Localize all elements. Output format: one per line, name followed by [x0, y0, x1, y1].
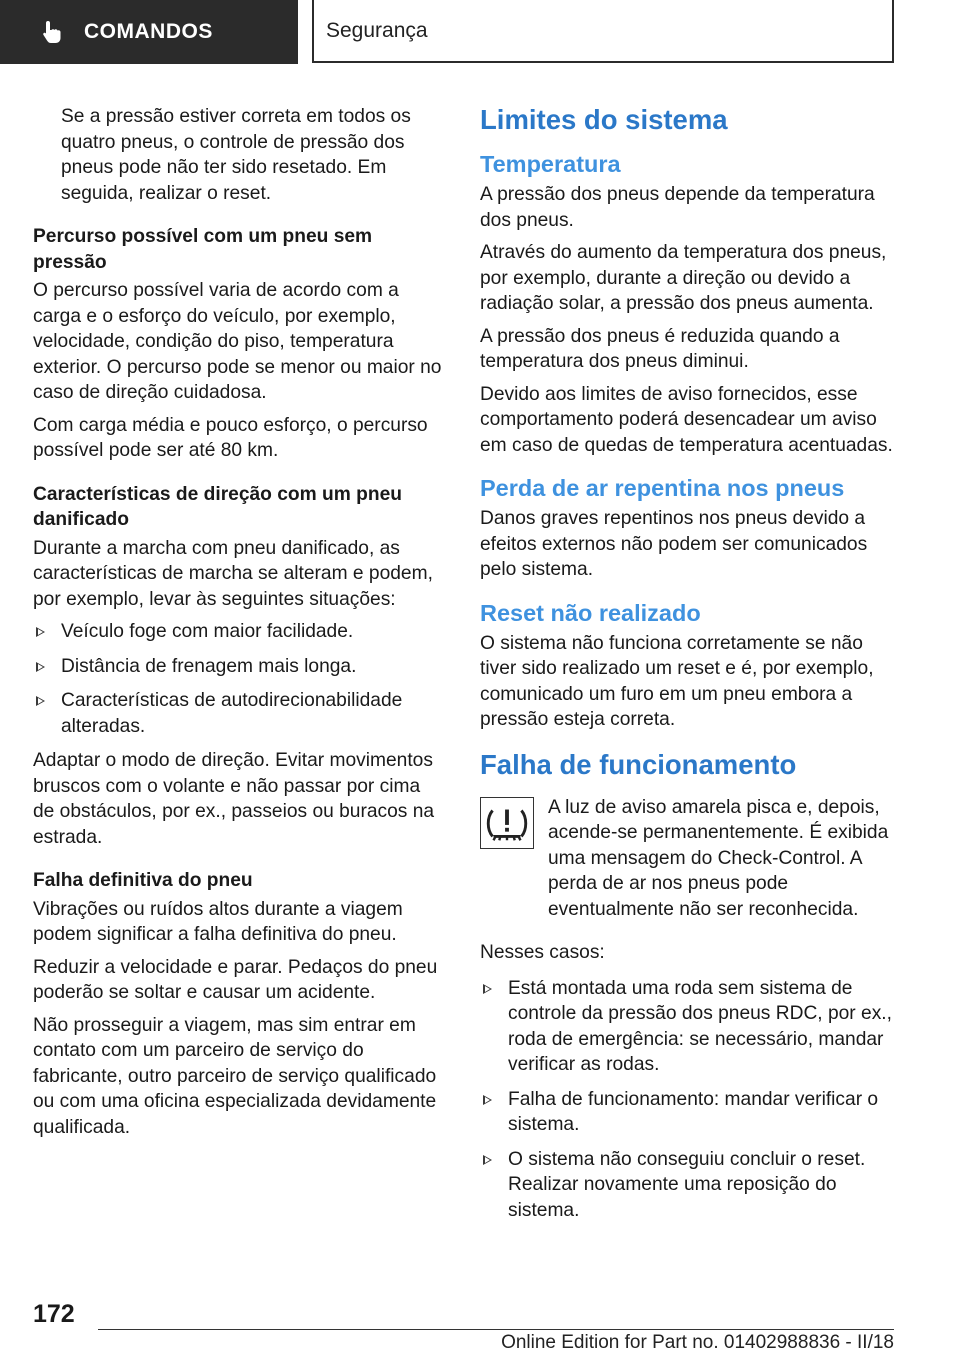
paragraph: Através do aumento da temperatura dos pneus, por exemplo, durante a direção ou devido a radiação solar, a pressão dos pneus aumenta.: [480, 242, 887, 314]
paragraph: Com carga média e pouco esforço, o percurso possível pode ser até 80 km.: [33, 414, 428, 461]
pointing-hand-icon: [40, 19, 66, 45]
paragraph: Nesses casos:: [480, 942, 605, 963]
triangle-bullet-icon: [483, 1095, 492, 1105]
paragraph: A pressão dos pneus depende da temperatura dos pneus.: [480, 184, 875, 231]
list-item: Características de autodirecionabilidade alteradas.: [33, 688, 445, 739]
footer-divider: [98, 1329, 894, 1330]
paragraph: Danos graves repentinos nos pneus devido a efeitos externos não podem ser comunicados pelo sistema.: [480, 508, 868, 580]
triangle-bullet-icon: [483, 984, 492, 994]
paragraph: Adaptar o modo de direção. Evitar movimentos bruscos com o volante e não passar por cima de obstáculos, por ex., passeios ou buracos na estrada.: [33, 750, 435, 848]
subheading-possible-distance: Percurso possível com um pneu sem pressão: [33, 226, 373, 273]
list-item: O sistema não conseguiu concluir o reset. Realizar novamente uma reposição do sistema.: [480, 1147, 895, 1224]
paragraph: Reduzir a velocidade e parar. Pedaços do pneu poderão se soltar e causar um acidente.: [33, 956, 438, 1003]
heading-system-limits: Limites do sistema: [480, 104, 728, 135]
paragraph: Devido aos limites de aviso fornecidos, esse comportamento poderá desencadear um aviso em caso de quedas de temperatura acentuadas.: [480, 383, 893, 456]
bullet-list: [480, 976, 895, 1224]
paragraph: O sistema não funciona corretamente se não tiver sido realizado um reset e é, por exemplo, comunicado um furo em um pneu embora a pressão esteja correta.: [480, 632, 874, 730]
list-item: Está montada uma roda sem sistema de controle da pressão dos pneus RDC, por ex., roda de emergência: se necessário, mandar verificar as rodas.: [480, 976, 895, 1078]
subheading-driving-characteristics: Características de direção com um pneu danificado: [33, 483, 402, 530]
paragraph: Não prosseguir a viagem, mas sim entrar em contato com um parceiro de serviço do fabricante, outro parceiro de serviço qualificado ou com uma oficina especializada devidamente qualificada.: [33, 1014, 437, 1138]
list-item: Veículo foge com maior facilidade.: [33, 619, 445, 645]
heading-sudden-air-loss: Perda de ar repentina nos pneus: [480, 475, 845, 501]
paragraph: Durante a marcha com pneu danificado, as características de marcha se alteram e podem, por exemplo, levar às seguintes situações:: [33, 537, 433, 610]
warning-block: [480, 795, 895, 923]
chapter-label: COMANDOS: [84, 20, 213, 43]
section-title: Segurança: [312, 0, 894, 63]
triangle-bullet-icon: [36, 627, 45, 637]
paragraph: A pressão dos pneus é reduzida quando a temperatura dos pneus diminui.: [480, 325, 840, 372]
paragraph: O percurso possível varia de acordo com a carga e o esforço do veículo, por exemplo, velocidade, condição do piso, temperatura exterior. O percurso pode se menor ou maior no caso de direção cuidadosa.: [33, 280, 442, 403]
right-column: [480, 104, 895, 1232]
tire-pressure-warning-icon: [480, 797, 534, 849]
list-item: Falha de funcionamento: mandar verificar o sistema.: [480, 1087, 895, 1138]
triangle-bullet-icon: [36, 696, 45, 706]
paragraph: Vibrações ou ruídos altos durante a viagem podem significar a falha definitiva do pneu.: [33, 898, 403, 945]
bullet-list: [33, 619, 445, 739]
page-number: 172: [33, 1300, 75, 1328]
heading-malfunction: Falha de funcionamento: [480, 748, 797, 780]
left-column: [33, 104, 445, 1147]
heading-temperature: Temperatura: [480, 151, 621, 177]
triangle-bullet-icon: [483, 1155, 492, 1165]
heading-reset-not-done: Reset não realizado: [480, 599, 701, 626]
list-item: Distância de frenagem mais longa.: [33, 654, 445, 680]
footer-edition: Online Edition for Part no. 01402988836 - II/18: [501, 1332, 894, 1353]
subheading-tire-failure: Falha definitiva do pneu: [33, 870, 253, 891]
warning-paragraph: A luz de aviso amarela pisca e, depois, acende-se permanentemente. É exibida uma mensagem do Check-Control. A perda de ar nos pneus pode eventualmente não ser reconhecida.: [548, 796, 889, 920]
intro-paragraph: Se a pressão estiver correta em todos os quatro pneus, o controle de pressão dos pneus pode não ter sido resetado. Em seguida, realizar o reset.: [61, 106, 411, 204]
chapter-tab: [0, 0, 298, 64]
triangle-bullet-icon: [36, 662, 45, 672]
